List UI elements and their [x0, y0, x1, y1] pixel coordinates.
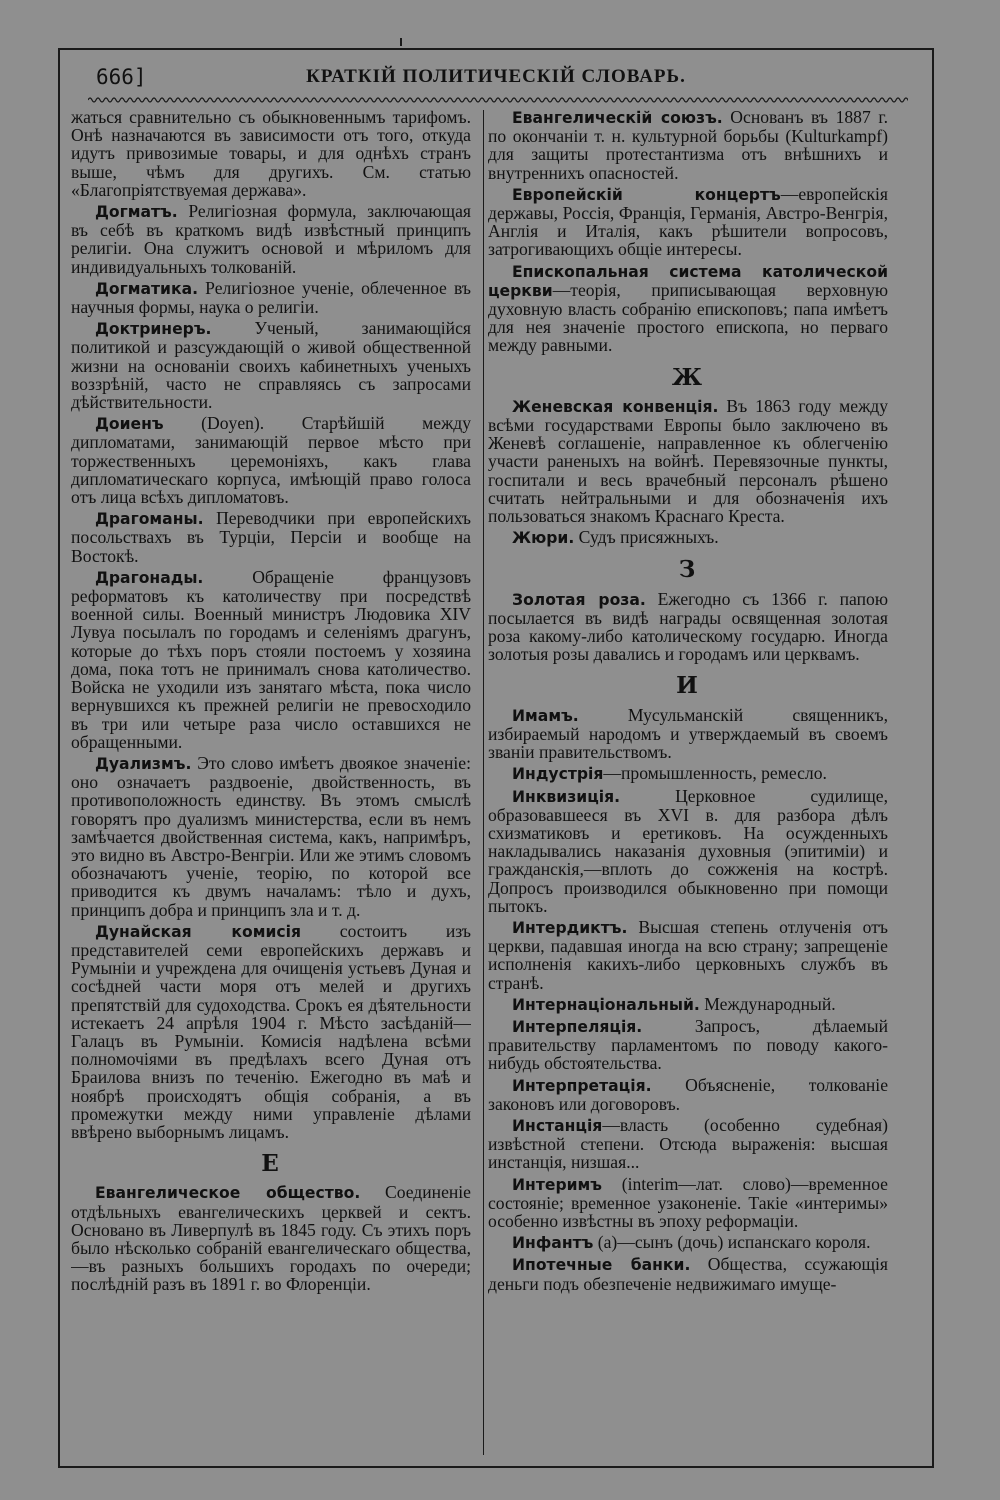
entry-term: Интеримъ	[512, 1175, 602, 1194]
entry-term: Евангелическое общество.	[95, 1184, 361, 1203]
entry-term: Золотая роза.	[512, 590, 646, 609]
entry-term: Догматъ.	[95, 203, 178, 222]
top-tick-mark	[400, 38, 402, 46]
entry-term: Жюри.	[512, 529, 575, 548]
entry-term: Догматика.	[95, 279, 199, 298]
left-column	[71, 108, 471, 1448]
dictionary-entry	[488, 185, 888, 259]
dictionary-entry	[71, 279, 471, 316]
entry-definition: —европейскія державы, Россія, Франція, Германія, Австро-Венгрія, Англія и Италія, какъ рѣшители вопросовъ, затрогивающихъ общіе интересы.	[488, 183, 888, 260]
entry-definition: Объясненіе, толкованіе законовъ или договоровъ.	[488, 1074, 888, 1114]
dictionary-entry	[488, 1255, 888, 1292]
entry-term: Епископальная система католической церкви	[488, 262, 888, 300]
wavy-rule	[88, 94, 908, 106]
section-letter-i: И	[676, 672, 700, 700]
entry-definition: Ежегодно съ 1366 г. папою посылается въ видѣ награды освященная золотая роза какому-либо католическому государю. Иногда золотыя розы давались и городамъ или церквамъ.	[488, 588, 888, 665]
right-entries-i-list	[488, 706, 888, 1293]
entry-definition: Высшая степень отлученія отъ церкви, падавшая иногда на всю страну; запрещеніе исполненія какихъ-либо церковныхъ службъ въ странѣ.	[488, 916, 888, 993]
dictionary-entry	[488, 1233, 888, 1252]
right-entries-z-list	[488, 590, 888, 664]
dictionary-entry	[488, 108, 888, 182]
right-entries-list	[488, 108, 888, 355]
dictionary-entry	[488, 397, 888, 525]
entry-definition: состоитъ изъ представителей семи европейскихъ державъ и Румыніи и учреждена для очищенія устьевъ Дуная и сосѣдней части моря отъ мелей и другихъ препятствій для судоходства. Срокъ ея дѣятельности истекаетъ 24 апрѣля 1904 г. Мѣсто засѣданій—Галацъ въ Румыніи. Комисія надѣлена всѣми полномочіями въ предѣлахъ всего Дуная отъ Браилова внизъ по теченію. Ежегодно въ маѣ и ноябрѣ происходятъ общія собранія, а въ промежутки между ними управленіе дѣлами ввѣрено выборнымъ лицамъ.	[71, 920, 471, 1142]
dictionary-entry	[488, 262, 888, 355]
dictionary-entry	[488, 787, 888, 915]
entry-definition: Это слово имѣетъ двоякое значеніе: оно означаетъ раздвоеніе, двойственность, въ противоположность единству. Въ этомъ смыслѣ говорятъ про дуализмъ министерства, если въ немъ замѣчается двойственная система, какъ, напримѣръ, это видно въ Австро-Венгріи. Или же этимъ словомъ обозначаютъ ученіе, теорію, по которой все приводится къ двумъ началамъ: тѣло и духъ, принципъ добра и принципъ зла и т. д.	[71, 752, 471, 920]
page-frame	[58, 48, 934, 1468]
entry-definition: Обращеніе французовъ реформатовъ къ католичеству при посредствѣ военной силы. Военный министръ Людовика XIV Лувуа посылалъ по городамъ и селеніямъ драгунъ, которые до тѣхъ поръ стояли постоемъ у хозяина дома, пока тотъ не принималъ снова католичество. Войска не уходили изъ занятаго мѣста, пока число вернувшихся къ прежней религіи не превосходило въ три или четыре раза число оставшихся не обращенными.	[71, 566, 471, 752]
dictionary-entry	[488, 1116, 888, 1172]
left-entries-list	[71, 202, 471, 1141]
dictionary-entry	[488, 995, 888, 1014]
dictionary-entry	[488, 706, 888, 762]
entry-definition: (Doyen). Старѣйшій между дипломатами, занимающій первое мѣсто при торжественныхъ церемоніяхъ, какъ глава дипломатическаго корпуса, имѣющій право голоса отъ лица всѣхъ дипломатовъ.	[71, 413, 471, 508]
entry-continuation	[71, 108, 471, 199]
dictionary-entry	[488, 528, 888, 547]
entry-term: Интернаціональный.	[512, 995, 700, 1014]
dictionary-entry	[71, 202, 471, 276]
entry-term: Драгоманы.	[95, 510, 204, 529]
entry-term: Ипотечные банки.	[512, 1256, 691, 1275]
entry-term: Интерпеляція.	[512, 1017, 643, 1036]
entry-definition: Судъ присяжныхъ.	[574, 527, 719, 548]
left-entries-after-list	[71, 1183, 471, 1293]
entry-definition: (interim—лат. слово)—временное состояніе; временное узаконеніе. Такіе «интеримы» особенно извѣстны въ эпоху реформаціи.	[488, 1173, 888, 1231]
entry-term: Женевская конвенція.	[512, 397, 719, 416]
dictionary-entry	[488, 1017, 888, 1073]
entry-term: Индустрія	[512, 765, 604, 784]
entry-definition: Общества, ссужающія деньги подъ обезпеченіе недвижимаго имуще-	[488, 1254, 888, 1294]
entry-term: Дунайская комисія	[95, 922, 301, 941]
dictionary-entry	[488, 764, 888, 783]
dictionary-entry	[488, 590, 888, 664]
dictionary-entry	[488, 918, 888, 992]
entry-definition: Ученый, занимающійся политикой и разсуждающій о живой общественной жизни на основаніи своихъ кабинетныхъ ученыхъ воззрѣній, часто не справляясь съ запросами дѣйствительности.	[71, 318, 471, 413]
entry-term: Имамъ.	[512, 706, 579, 725]
continuation-text: жаться сравнительно съ обыкновеннымъ тарифомъ. Онѣ назначаются въ зависимости отъ того, откуда идутъ привозимые товары, и для однѣхъ странъ выше, чѣмъ для другихъ. См. статью «Благопріятствуемая держава».	[71, 108, 471, 200]
entry-term: Инстанція	[512, 1116, 603, 1135]
dictionary-entry	[71, 568, 471, 751]
entry-term: Интерпретація.	[512, 1076, 652, 1095]
entry-definition: Религіозная формула, заключающая въ себѣ въ краткомъ видѣ извѣстный принципъ религіи. Она служитъ основой и мѣриломъ для индивидуальныхъ толкованій.	[71, 201, 471, 277]
entry-definition: —теорія, приписывающая верховную духовную власть собранію епископовъ; папа имѣетъ для нея значеніе простого епископа, но перваго между равными.	[488, 279, 888, 356]
entry-definition: Церковное судилище, образовавшееся въ XVI в. для разбора дѣлъ схизматиковъ и еретиковъ. На осужденныхъ накладывались наказанія духовныя (эпитиміи) и гражданскія,—вплоть до сожженія на кострѣ. Допросъ производился обыкновенно при помощи пытокъ.	[488, 785, 888, 916]
column-divider	[483, 110, 484, 1455]
section-letter-z: З	[678, 556, 698, 584]
entry-definition: Религіозное ученіе, облеченное въ научныя формы, наука о религіи.	[71, 277, 471, 318]
dictionary-entry	[488, 1175, 888, 1231]
dictionary-entry	[488, 1076, 888, 1113]
section-letter-e: Е	[261, 1150, 281, 1178]
dictionary-entry	[71, 319, 471, 411]
entry-definition: Въ 1863 году между всѣми государствами Европы было заключено въ Женевѣ соглашеніе, направленное къ облегченію участи раненыхъ на войнѣ. Перевязочные пункты, госпитали и весь врачебный персоналъ рѣшено считать нейтральными и для обозначенія ихъ пользоваться знакомъ Краснаго Креста.	[488, 395, 888, 527]
dictionary-entry	[71, 509, 471, 565]
dictionary-entry	[71, 754, 471, 919]
right-column	[488, 108, 888, 1448]
entry-definition: —власть (особенно судебная) извѣстной степени. Отсюда выраженія: высшая инстанція, низшая...	[488, 1114, 888, 1173]
running-title: КРАТКІЙ ПОЛИТИЧЕСКІЙ СЛОВАРЬ.	[306, 66, 686, 87]
entry-definition: Соединеніе отдѣльныхъ евангелическихъ церквей и сектъ. Основано въ Ливерпулѣ въ 1845 году. Съ этихъ поръ было нѣсколько собраній евангелическаго общества,—въ разныхъ большихъ городахъ по очереди; послѣдній разъ въ 1891 г. во Флоренціи.	[71, 1182, 471, 1295]
dictionary-entry	[71, 922, 471, 1141]
entry-definition: Мусульманскій священникъ, избираемый народомъ и утверждаемый въ своемъ званіи правительствомъ.	[488, 704, 888, 763]
entry-definition: Международный.	[699, 993, 836, 1014]
entry-definition: Переводчики при европейскихъ посольствахъ въ Турціи, Персіи и вообще на Востокѣ.	[71, 508, 471, 566]
section-letter-zh: Ж	[671, 363, 705, 391]
entry-definition: Запросъ, дѣлаемый правительству парламентомъ по поводу какого-нибудь обстоятельства.	[488, 1015, 888, 1074]
entry-term: Инфантъ	[512, 1234, 594, 1253]
dictionary-entry	[71, 1183, 471, 1293]
entry-term: Драгонады.	[95, 568, 204, 587]
page-number: 666]	[96, 65, 147, 89]
entry-definition: —промышленность, ремесло.	[603, 763, 827, 784]
entry-term: Европейскій концертъ	[512, 185, 781, 204]
entry-term: Инквизиція.	[512, 787, 621, 806]
entry-definition: Основанъ въ 1887 г. по окончаніи т. н. культурной борьбы (Kulturkampf) для защиты протестантизма отъ внѣшнихъ и внутреннихъ опасностей.	[488, 108, 888, 183]
entry-term: Евангелическій союзъ.	[512, 109, 723, 127]
right-entries-zh-list	[488, 397, 888, 548]
entry-definition: (а)—сынъ (дочь) испанскаго короля.	[593, 1232, 871, 1253]
entry-term: Дуализмъ.	[95, 754, 192, 773]
entry-term: Интердиктъ.	[512, 918, 628, 937]
entry-term: Доктринеръ.	[95, 320, 212, 339]
page-header	[60, 50, 932, 100]
dictionary-entry	[71, 414, 471, 506]
entry-term: Доиенъ	[95, 415, 164, 434]
